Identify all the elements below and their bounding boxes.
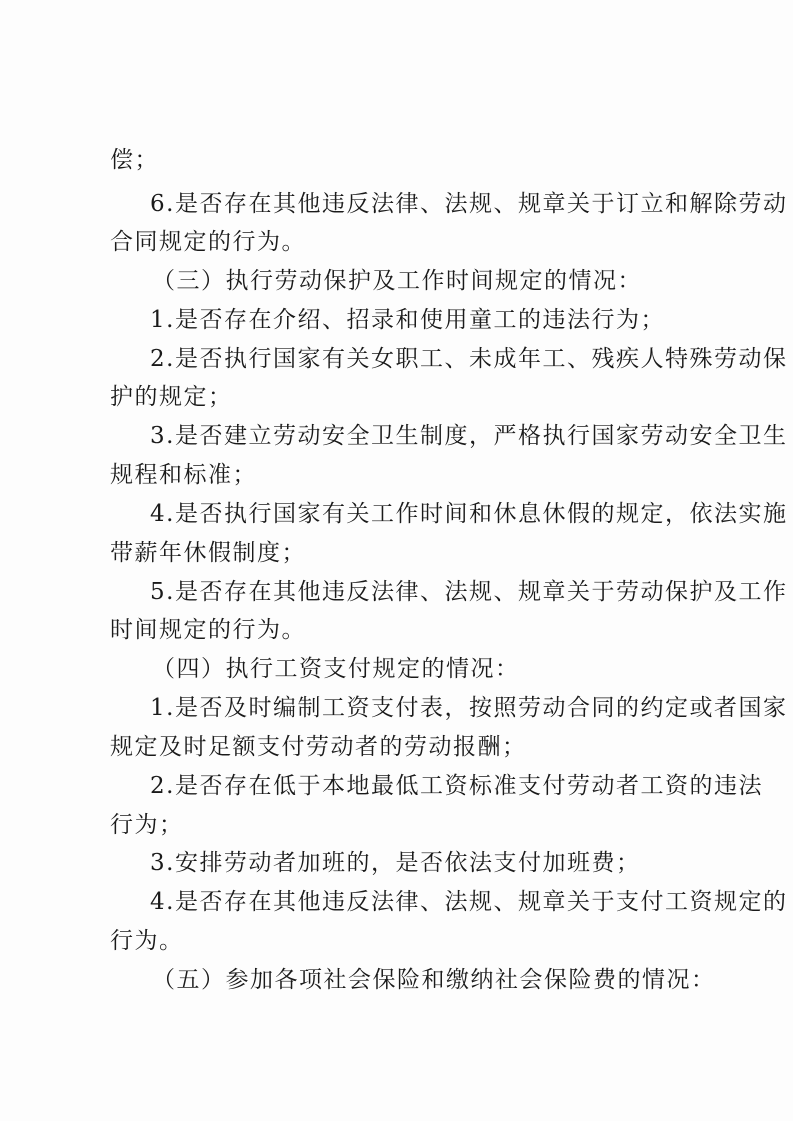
text-line: 行为； xyxy=(110,812,184,838)
text-line: 4.是否存在其他违反法律、法规、规章关于支付工资规定的 xyxy=(150,889,788,915)
text-line: 规程和标准； xyxy=(110,462,257,488)
text-line: 合同规定的行为。 xyxy=(110,229,306,255)
text-line: 带薪年休假制度； xyxy=(110,540,306,566)
text-line: 4.是否执行国家有关工作时间和休息休假的规定，依法实施 xyxy=(150,501,788,527)
text-line: 3.是否建立劳动安全卫生制度，严格执行国家劳动安全卫生 xyxy=(150,423,788,449)
section-heading: （四）执行工资支付规定的情况： xyxy=(152,656,520,682)
text-line: 2.是否执行国家有关女职工、未成年工、残疾人特殊劳动保 xyxy=(150,346,788,372)
text-line: 规定及时足额支付劳动者的劳动报酬； xyxy=(110,734,527,760)
text-line: 6.是否存在其他违反法律、法规、规章关于订立和解除劳动 xyxy=(150,191,788,217)
text-line: 时间规定的行为。 xyxy=(110,617,306,643)
text-line: 1.是否存在介绍、招录和使用童工的违法行为； xyxy=(150,307,665,333)
text-line: 偿； xyxy=(110,147,159,173)
text-line: 3.安排劳动者加班的，是否依法支付加班费； xyxy=(150,850,641,876)
section-heading: （三）执行劳动保护及工作时间规定的情况： xyxy=(152,268,642,294)
text-line: 1.是否及时编制工资支付表，按照劳动合同的约定或者国家 xyxy=(150,695,788,721)
text-line: 行为。 xyxy=(110,928,184,954)
section-heading: （五）参加各项社会保险和缴纳社会保险费的情况： xyxy=(152,967,716,993)
text-line: 护的规定； xyxy=(110,384,233,410)
text-line: 5.是否存在其他违反法律、法规、规章关于劳动保护及工作 xyxy=(150,579,788,605)
text-line: 2.是否存在低于本地最低工资标准支付劳动者工资的违法 xyxy=(150,773,763,799)
